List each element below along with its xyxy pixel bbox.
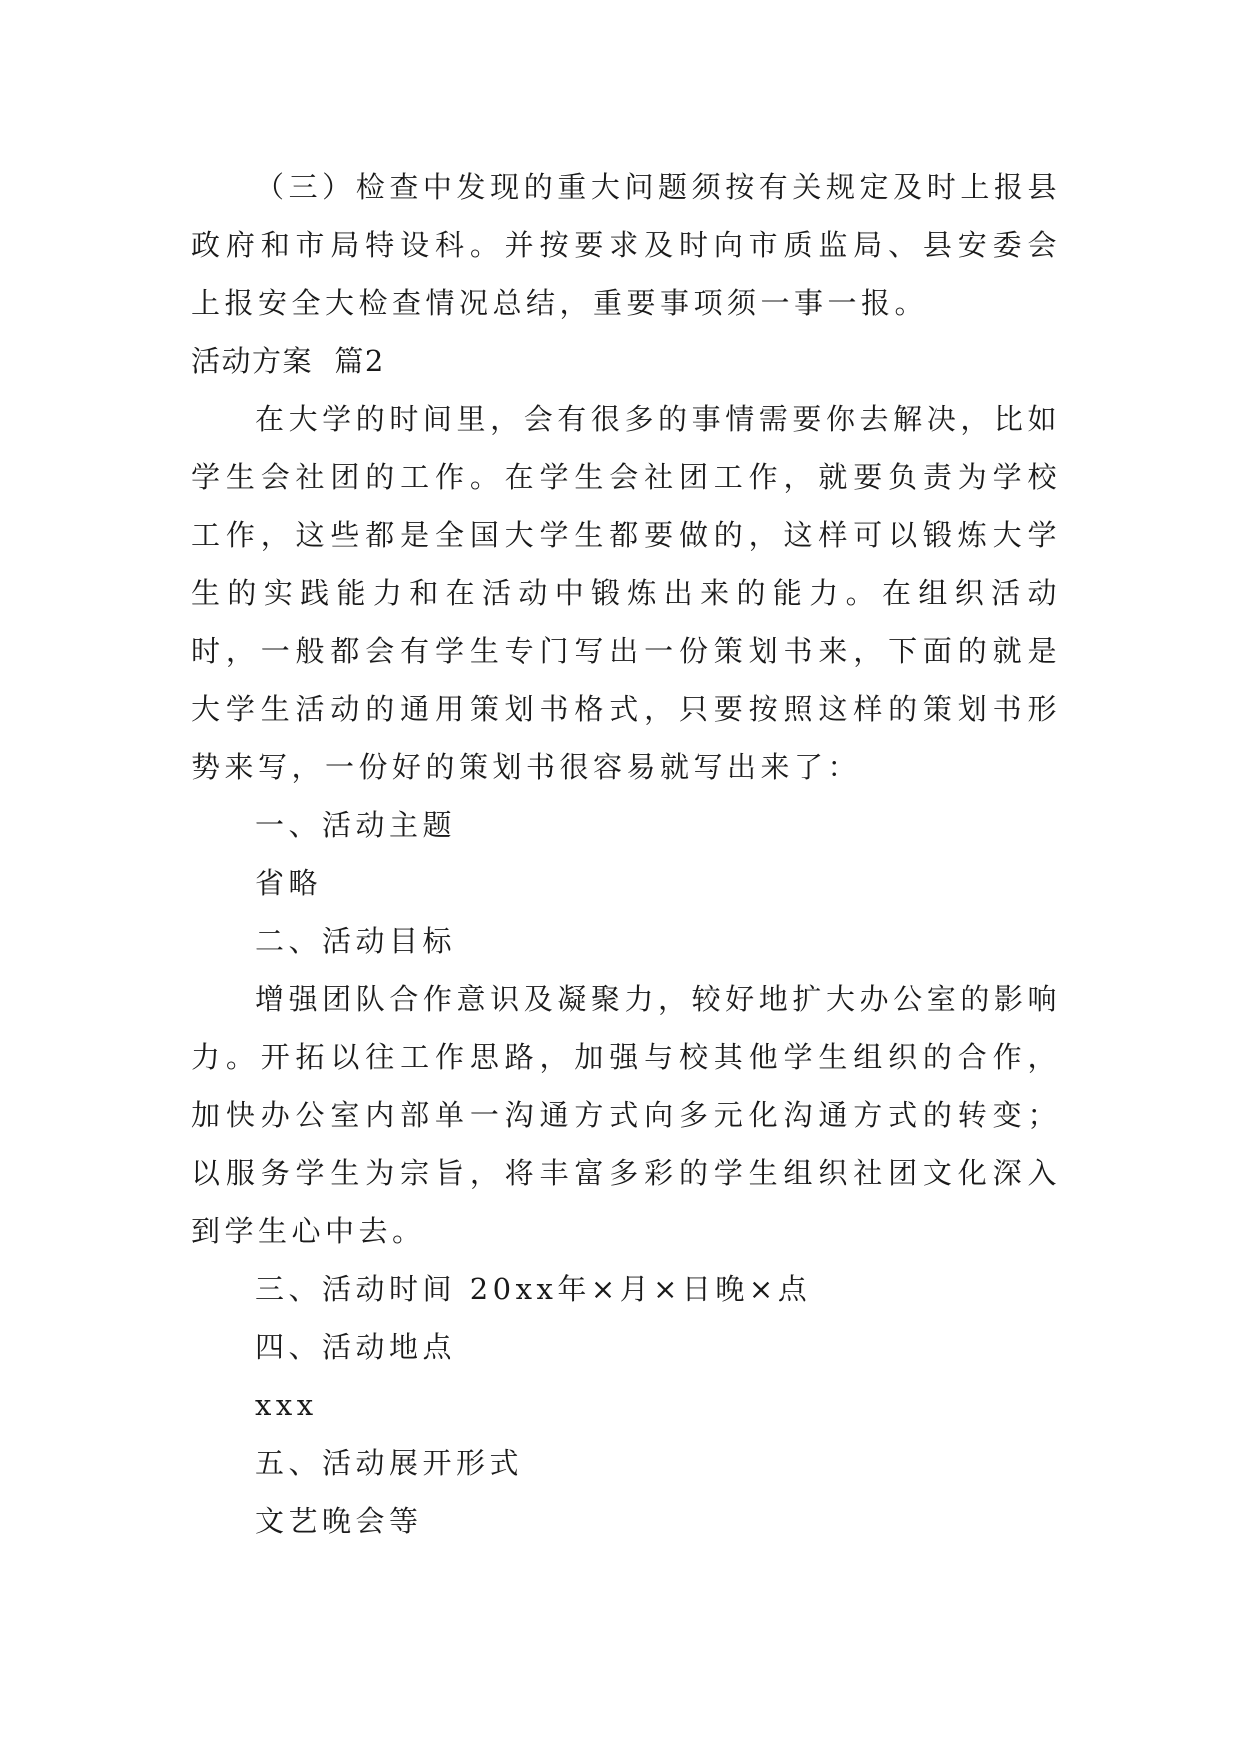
item-heading-format: 五、活动展开形式 bbox=[255, 1446, 524, 1480]
item-value-location: xxx bbox=[255, 1388, 318, 1422]
paragraph-inspection-report: （三）检查中发现的重大问题须按有关规定及时上报县政府和市局特设科。并按要求及时向市质监局、县安委会上报安全大检查情况总结，重要事项须一事一报。 bbox=[191, 170, 1061, 320]
item-heading-theme: 一、活动主题 bbox=[255, 808, 457, 842]
item-value-format: 文艺晚会等 bbox=[255, 1504, 423, 1538]
item-value-goal: 增强团队合作意识及凝聚力，较好地扩大办公室的影响力。开拓以往工作思路，加强与校其他学生组织的合作，加快办公室内部单一沟通方式向多元化沟通方式的转变；以服务学生为宗旨，将丰富多彩的学生组织社团文化深入到学生心中去。 bbox=[191, 982, 1061, 1248]
section-heading-plan-2: 活动方案 篇2 bbox=[191, 344, 385, 378]
item-heading-goal: 二、活动目标 bbox=[255, 924, 457, 958]
item-heading-location: 四、活动地点 bbox=[255, 1330, 457, 1364]
paragraph-introduction: 在大学的时间里，会有很多的事情需要你去解决，比如学生会社团的工作。在学生会社团工作，就要负责为学校工作，这些都是全国大学生都要做的，这样可以锻炼大学生的实践能力和在活动中锻炼出来的能力。在组织活动时，一般都会有学生专门写出一份策划书来，下面的就是大学生活动的通用策划书格式，只要按照这样的策划书形势来写，一份好的策划书很容易就写出来了： bbox=[191, 402, 1061, 784]
item-value-theme: 省略 bbox=[255, 866, 323, 900]
document-body bbox=[191, 158, 1061, 1550]
item-heading-time: 三、活动时间 20xx年×月×日晚×点 bbox=[255, 1272, 812, 1306]
